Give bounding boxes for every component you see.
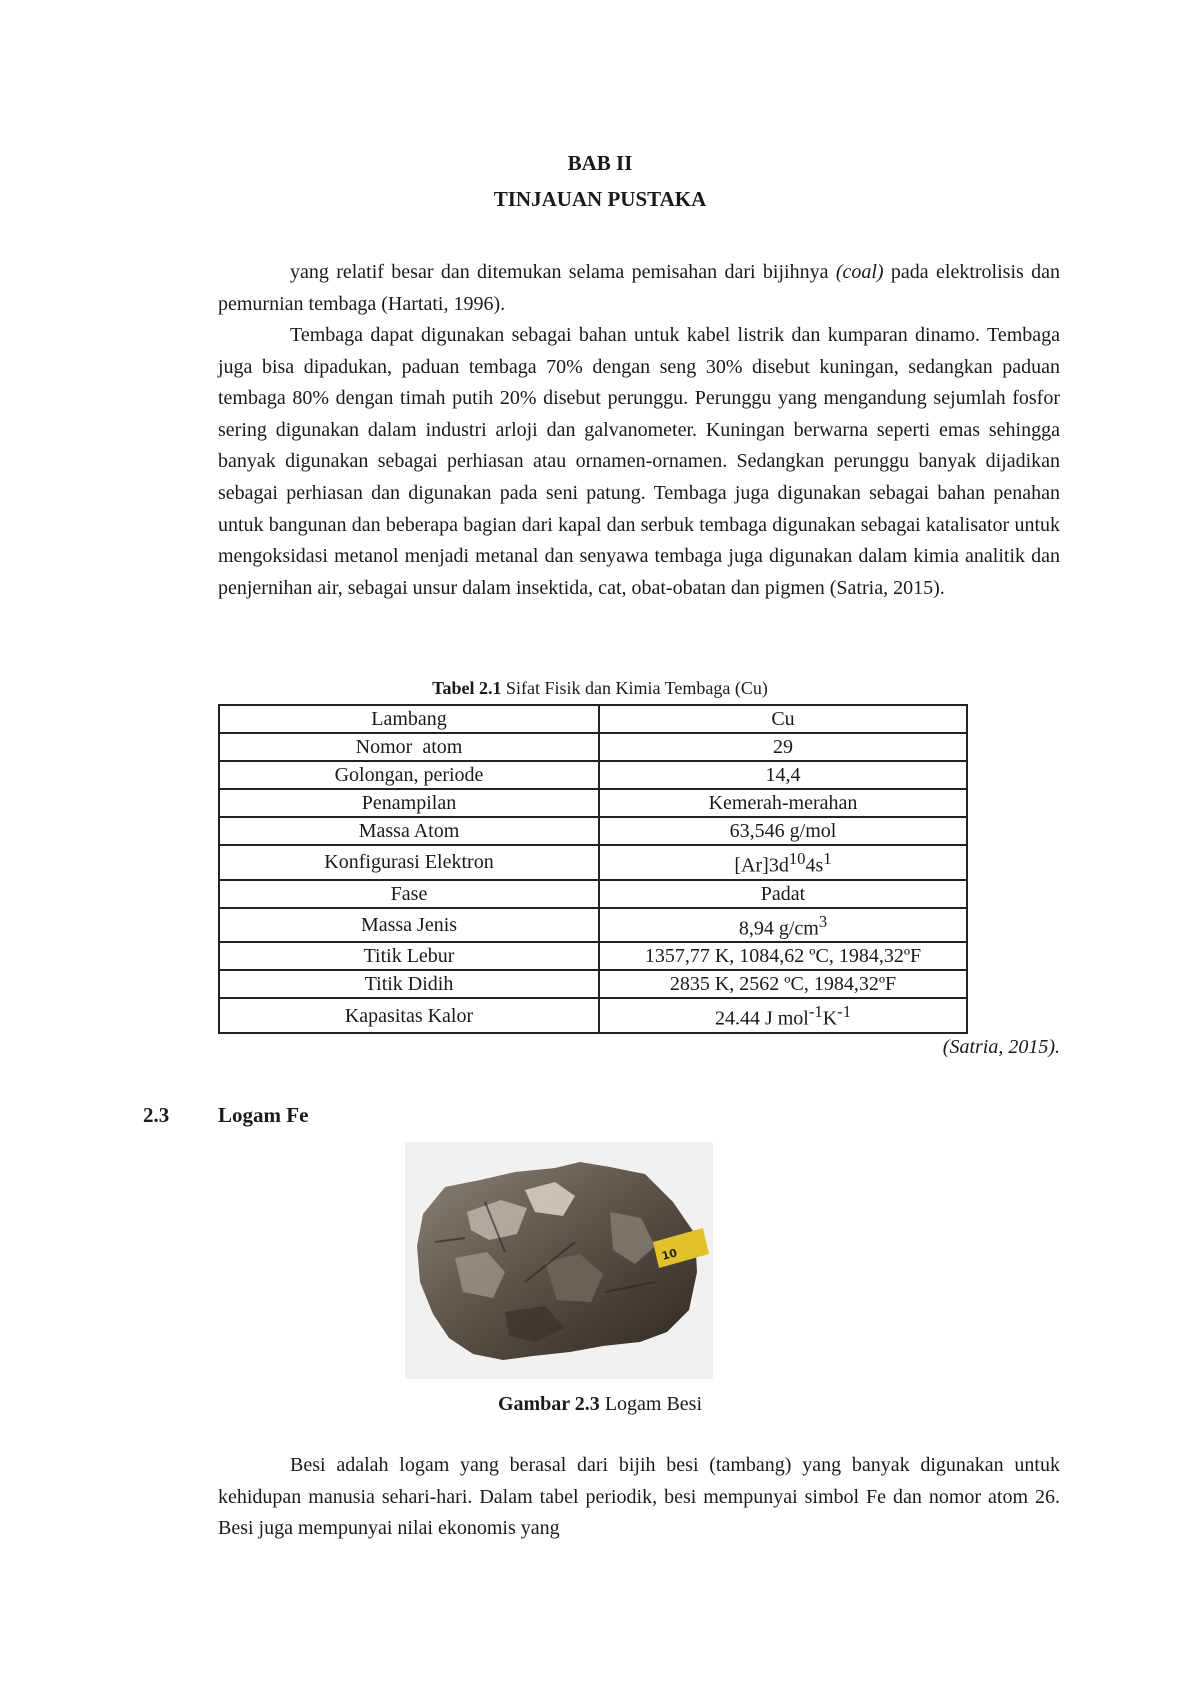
iron-ore-photo — [405, 1142, 713, 1379]
property-label: Titik Lebur — [219, 942, 599, 970]
chapter-number: BAB II — [567, 151, 633, 175]
property-value: 2835 K, 2562 ºC, 1984,32ºF — [599, 970, 967, 998]
table-row — [219, 789, 967, 817]
property-value: 1357,77 K, 1084,62 ºC, 1984,32ºF — [599, 942, 967, 970]
section-number: 2.3 — [143, 1103, 170, 1127]
property-label: Penampilan — [219, 789, 599, 817]
paragraph-intro — [218, 257, 1060, 320]
property-value: 14,4 — [599, 761, 967, 789]
paragraph-intro-italic: (coal) — [835, 261, 884, 283]
property-value: Kemerah-merahan — [599, 789, 967, 817]
paragraph-intro-text-a: yang relatif besar dan ditemukan selama pemisahan dari bijihnya — [290, 261, 836, 283]
property-value: Cu — [599, 705, 967, 733]
table-row — [219, 733, 967, 761]
value-superscript: -1 — [808, 1002, 823, 1022]
copper-properties-table — [218, 704, 968, 1034]
value-part: [Ar]3d — [734, 854, 789, 877]
value-part: K — [822, 1007, 838, 1030]
table-source: (Satria, 2015). — [942, 1036, 1060, 1058]
value-superscript: 3 — [818, 911, 828, 931]
table-caption — [0, 678, 1200, 699]
property-value: Padat — [599, 880, 967, 908]
value-part: 8,94 g/cm — [738, 917, 819, 940]
value-superscript: 1 — [823, 849, 832, 868]
property-label: Konfigurasi Elektron — [219, 845, 599, 880]
property-label: Golongan, periode — [219, 761, 599, 789]
figure-caption — [0, 1393, 1200, 1416]
property-label: Kapasitas Kalor — [219, 998, 599, 1033]
property-label: Lambang — [219, 705, 599, 733]
property-label: Nomor atom — [219, 733, 599, 761]
value-part: 4s — [805, 854, 824, 877]
property-value: 29 — [599, 733, 967, 761]
property-label: Massa Atom — [219, 817, 599, 845]
property-value — [599, 845, 967, 880]
table-row — [219, 970, 967, 998]
paragraph-intro-text-b: pada elektrolisis dan pemurnian tembaga (Hartati, 1996). — [218, 261, 1060, 315]
property-value — [599, 998, 967, 1033]
value-part: 24.44 J mol — [714, 1007, 809, 1030]
chapter-title: TINJAUAN PUSTAKA — [493, 187, 707, 211]
table-caption-label: Tabel 2.1 — [432, 678, 502, 698]
paragraph-iron: Besi adalah logam yang berasal dari bijih besi (tambang) yang banyak digunakan untuk kehidupan manusia sehari-hari. Dalam tabel periodik, besi mempunyai simbol Fe dan nomor atom 26. Besi juga mempunyai nilai ekonomis yang — [218, 1454, 1060, 1540]
figure-caption-text: Logam Besi — [599, 1393, 703, 1415]
value-superscript: 10 — [788, 849, 806, 868]
tape-label: 10 — [660, 1246, 679, 1263]
table-row — [219, 761, 967, 789]
paragraph-copper-uses: Tembaga dapat digunakan sebagai bahan untuk kabel listrik dan kumparan dinamo. Tembaga juga bisa dipadukan, paduan tembaga 70% dengan seng 30% disebut kuningan, sedangkan paduan tembaga 80% dengan timah putih 20% disebut perunggu. Perunggu yang mengandung sejumlah fosfor sering digunakan dalam industri arloji dan galvanometer. Kuningan berwarna seperti emas sehingga banyak digunakan sebagai perhiasan atau ornamen-ornamen. Sedangkan perunggu banyak dijadikan sebagai perhiasan dan digunakan pada seni patung. Tembaga juga digunakan sebagai bahan penahan untuk bangunan dan beberapa bagian dari kapal dan serbuk tembaga digunakan sebagai katalisator untuk mengoksidasi metanol menjadi metanal dan senyawa tembaga juga digunakan dalam kimia analitik dan penjernihan air, sebagai unsur dalam insektida, cat, obat-obatan dan pigmen (Satria, 2015). — [218, 324, 1060, 599]
table-row — [219, 705, 967, 733]
table-row — [219, 998, 967, 1033]
property-label: Massa Jenis — [219, 908, 599, 943]
property-label: Fase — [219, 880, 599, 908]
table-row — [219, 880, 967, 908]
section-title: Logam Fe — [218, 1103, 309, 1127]
table-row — [219, 845, 967, 880]
table-row — [219, 908, 967, 943]
table-row — [219, 942, 967, 970]
table-caption-text: Sifat Fisik dan Kimia Tembaga (Cu) — [501, 678, 768, 698]
property-label: Titik Didih — [219, 970, 599, 998]
property-value — [599, 908, 967, 943]
figure-caption-label: Gambar 2.3 — [497, 1393, 600, 1415]
value-superscript: -1 — [837, 1002, 852, 1022]
property-value: 63,546 g/mol — [599, 817, 967, 845]
table-row — [219, 817, 967, 845]
